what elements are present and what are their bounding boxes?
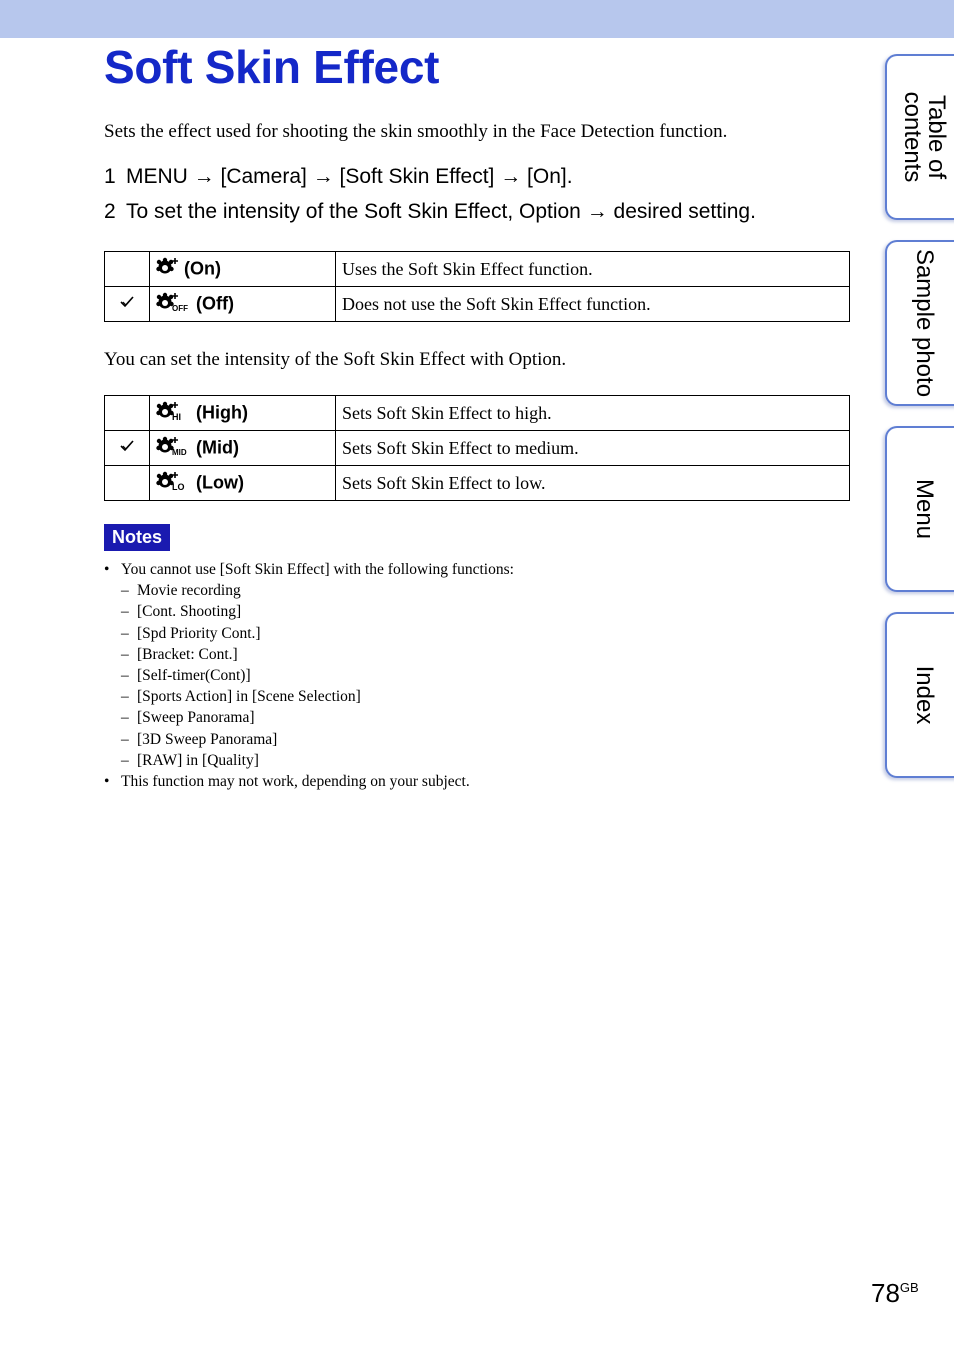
page-number — [871, 1278, 919, 1309]
svg-text:LO: LO — [172, 481, 185, 491]
default-mark-cell — [105, 287, 150, 322]
option-description: Does not use the Soft Skin Effect function. — [336, 287, 850, 322]
top-banner — [0, 0, 954, 38]
option-description: Sets Soft Skin Effect to medium. — [336, 431, 850, 466]
note-subitem — [104, 580, 514, 601]
default-mark-cell — [105, 252, 150, 287]
option-icon — [156, 471, 190, 496]
soft-skin-off-icon — [156, 292, 190, 312]
svg-text:MID: MID — [172, 447, 187, 456]
step-number: 1 — [104, 165, 116, 188]
option-label-cell — [150, 431, 336, 466]
dash-icon: – — [121, 688, 129, 706]
note-subitem-text: [Self-timer(Cont)] — [137, 667, 251, 685]
option-label-cell — [150, 396, 336, 431]
page-title: Soft Skin Effect — [104, 41, 440, 93]
tab-sample-photo[interactable] — [885, 240, 954, 406]
dash-icon: – — [121, 667, 129, 685]
option-label: (On) — [184, 257, 221, 278]
option-label-cell — [150, 252, 336, 287]
step-2 — [104, 200, 756, 224]
default-mark-cell — [105, 466, 150, 501]
note-item — [104, 559, 514, 580]
option-label: (Mid) — [196, 436, 239, 457]
note-subitem — [104, 729, 514, 750]
soft-skin-low-icon — [156, 471, 190, 491]
dash-icon: – — [121, 751, 129, 769]
svg-text:HI: HI — [172, 411, 181, 421]
table-row — [105, 396, 850, 431]
step-text: MENU → [Camera] → [Soft Skin Effect] → [On]. — [126, 165, 573, 188]
default-mark-cell — [105, 396, 150, 431]
note-text: You cannot use [Soft Skin Effect] with the following functions: — [121, 561, 514, 578]
option-label-cell — [150, 287, 336, 322]
tab-label: Table of contents — [898, 91, 950, 183]
option-label: (Low) — [196, 471, 244, 492]
tab-label: Menu — [910, 478, 938, 540]
intro-text: Sets the effect used for shooting the skin smoothly in the Face Detection function. — [104, 121, 728, 142]
dash-icon: – — [121, 645, 129, 663]
default-mark-cell — [105, 431, 150, 466]
table-row — [105, 287, 850, 322]
default-check-icon — [119, 439, 135, 453]
note-subitem-text: Movie recording — [137, 582, 241, 600]
note-subitem-text: [Spd Priority Cont.] — [137, 624, 261, 642]
option-icon — [156, 292, 190, 317]
note-subitem-text: [Sports Action] in [Scene Selection] — [137, 688, 361, 706]
note-subitem-text: [RAW] in [Quality] — [137, 751, 259, 769]
dash-icon: – — [121, 624, 129, 642]
option-description: Sets Soft Skin Effect to high. — [336, 396, 850, 431]
table-row — [105, 431, 850, 466]
option-label: (Off) — [196, 292, 234, 313]
intensity-text: You can set the intensity of the Soft Skin Effect with Option. — [104, 349, 567, 370]
step-text: To set the intensity of the Soft Skin Effect, Option → desired setting. — [126, 200, 756, 223]
option-description: Sets Soft Skin Effect to low. — [336, 466, 850, 501]
tab-menu[interactable] — [885, 426, 954, 592]
bullet-icon: • — [104, 561, 110, 578]
step-number: 2 — [104, 200, 116, 223]
option-icon — [156, 257, 178, 282]
note-subitem-text: [Sweep Panorama] — [137, 709, 255, 727]
note-subitem-text: [Bracket: Cont.] — [137, 645, 238, 663]
note-subitem — [104, 644, 514, 665]
tab-index[interactable] — [885, 612, 954, 778]
bullet-icon: • — [104, 773, 110, 791]
dash-icon: – — [121, 582, 129, 600]
option-icon — [156, 436, 190, 461]
dash-icon: – — [121, 603, 129, 621]
note-subitem — [104, 601, 514, 622]
svg-text:OFF: OFF — [172, 303, 188, 312]
tab-table-of-contents[interactable] — [885, 54, 954, 220]
table-row — [105, 252, 850, 287]
page-number-value: 78 — [871, 1278, 900, 1308]
dash-icon: – — [121, 730, 129, 748]
soft-skin-high-icon — [156, 401, 190, 421]
default-check-icon — [119, 295, 135, 309]
soft-skin-on-icon — [156, 257, 178, 277]
tab-label: Sample photo — [910, 248, 938, 398]
note-subitem — [104, 623, 514, 644]
note-text: This function may not work, depending on your subject. — [121, 773, 470, 791]
notes-badge: Notes — [104, 524, 170, 551]
soft-skin-mid-icon — [156, 436, 190, 456]
option-description: Uses the Soft Skin Effect function. — [336, 252, 850, 287]
table-row — [105, 466, 850, 501]
note-subitem — [104, 750, 514, 771]
note-subitem — [104, 707, 514, 728]
soft-skin-intensity-table — [104, 395, 850, 501]
option-icon — [156, 401, 190, 426]
note-subitem-text: [3D Sweep Panorama] — [137, 730, 278, 748]
notes-list — [104, 559, 514, 792]
note-subitem-text: [Cont. Shooting] — [137, 603, 242, 621]
tab-label: Index — [910, 665, 938, 725]
dash-icon: – — [121, 709, 129, 727]
note-subitem — [104, 686, 514, 707]
note-item — [104, 771, 514, 792]
option-label: (High) — [196, 401, 248, 422]
option-label-cell — [150, 466, 336, 501]
step-1 — [104, 165, 573, 189]
soft-skin-setting-table — [104, 251, 850, 322]
note-subitem — [104, 665, 514, 686]
page-number-suffix: GB — [899, 1280, 919, 1295]
